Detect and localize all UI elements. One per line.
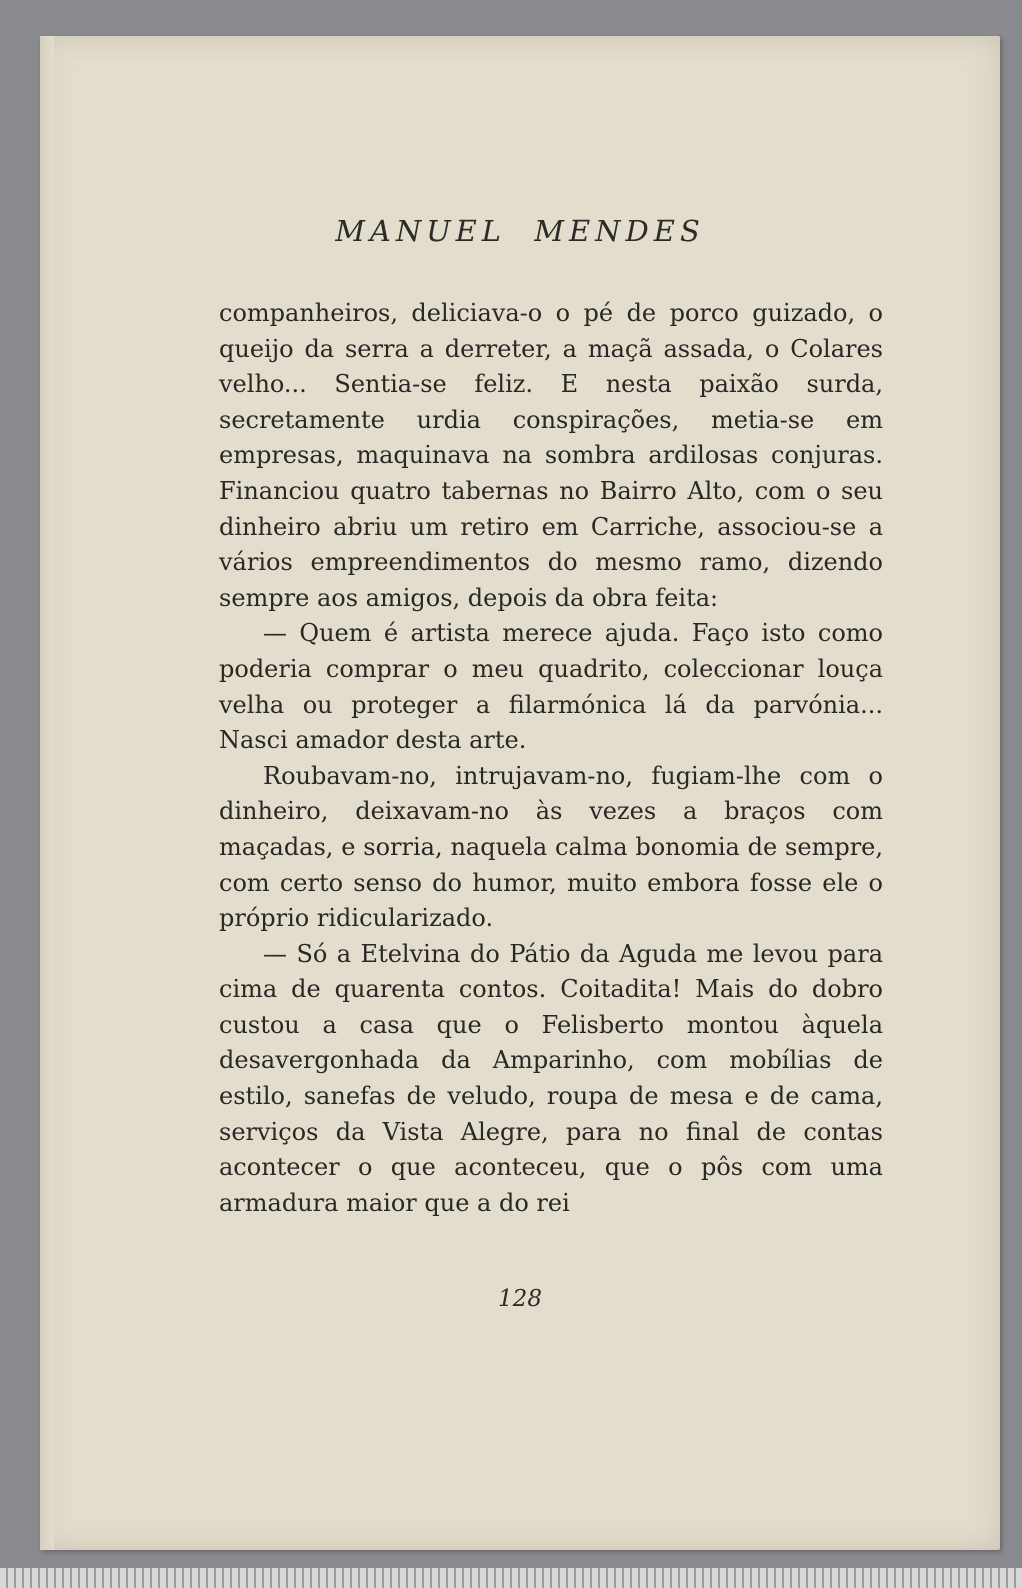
paragraph: — Quem é artista merece ajuda. Faço isto como poderia comprar o meu quadrito, coleccionar louça velha ou proteger a filarmónica lá da parvónia... Nasci amador desta arte. — [219, 619, 883, 755]
scan-ruler-bar — [0, 1568, 1022, 1588]
paragraph: — Só a Etelvina do Pátio da Aguda me levou para cima de quarenta contos. Coitadita! Mais do dobro custou a casa que o Felisberto montou àquela desavergonhada da Amparinho, com mobílias de estilo, sanefas de veludo, roupa de mesa e de cama, serviços da Vista Alegre, para no final de contas acontecer o que aconteceu, que o pôs com uma armadura maior que a do rei — [219, 939, 883, 1217]
page-edge — [40, 36, 54, 1550]
paragraph: companheiros, deliciava-o o pé de porco guizado, o queijo da serra a derreter, a maçã assada, o Colares velho... Sentia-se feliz. E nesta paixão surda, secretamente urdia conspirações, metia-se em empresas, maquinava na sombra ardilosas conjuras. Financiou quatro tabernas no Bairro Alto, com o seu dinheiro abriu um retiro em Carriche, associou-se a vários empreendimentos do mesmo ramo, dizendo sempre aos amigos, depois da obra feita: — [219, 299, 883, 612]
running-head: MANUEL MENDES — [335, 214, 705, 248]
page-number: 128 — [498, 1286, 542, 1312]
paragraph: Roubavam-no, intrujavam-no, fugiam-lhe com o dinheiro, deixavam-no às vezes a braços com maçadas, e sorria, naquela calma bonomia de sempre, com certo senso do humor, muito embora fosse ele o próprio ridicularizado. — [219, 761, 883, 933]
book-page — [40, 36, 1000, 1550]
body-text — [219, 296, 883, 1221]
